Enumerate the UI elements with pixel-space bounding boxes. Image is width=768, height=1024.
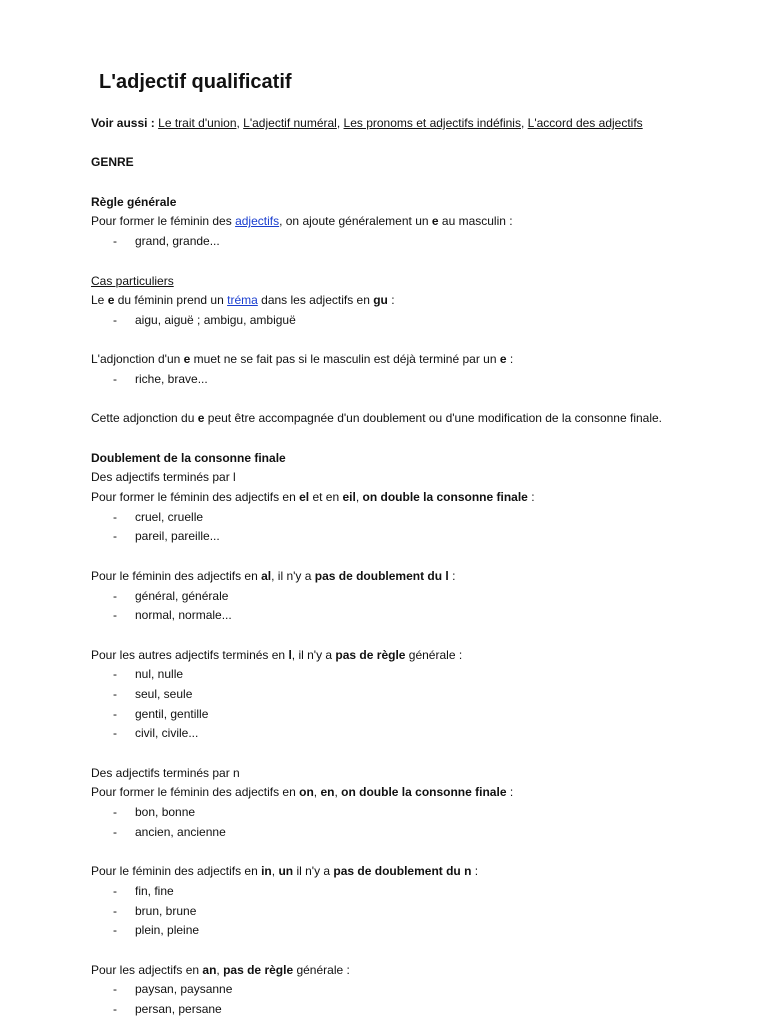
list-item-text: seul, seule: [135, 686, 193, 701]
text-run: ,: [216, 962, 224, 977]
bold-run: pas de doublement du n: [333, 864, 472, 879]
bullet-dash: -: [113, 686, 117, 701]
list-item: [91, 1000, 751, 1020]
text-run: au masculin :: [438, 214, 513, 229]
list-item-text: nul, nulle: [135, 667, 184, 682]
text-run: Pour les adjectifs en: [91, 962, 203, 977]
bold-run: en: [320, 785, 335, 800]
bold-run: pas de doublement du l: [314, 568, 449, 583]
bold-run: al: [261, 568, 272, 583]
text-run: :: [506, 352, 514, 367]
bold-run: e: [183, 352, 191, 367]
list-item: [91, 980, 751, 1000]
bold-run: l: [288, 647, 292, 662]
link-trait-union[interactable]: Le trait d'union: [158, 116, 237, 130]
list-item-text: normal, normale...: [135, 608, 232, 623]
text-run: Pour former le féminin des adjectifs en: [91, 490, 300, 505]
list-item-text: cruel, cruelle: [135, 509, 204, 524]
text-run: ,: [313, 785, 321, 800]
text-run: Pour le féminin des adjectifs en: [91, 864, 262, 879]
list-item-text: brun, brune: [135, 903, 197, 918]
bullet-dash: -: [113, 1001, 117, 1016]
text-run: du féminin prend un: [114, 293, 228, 308]
list-item: [91, 587, 751, 607]
bullet-dash: -: [113, 923, 117, 938]
bold-run: eil: [342, 490, 356, 505]
text-run: L'adjonction d'un: [91, 352, 184, 367]
text-run: :: [387, 293, 395, 308]
bullet-dash: -: [113, 312, 117, 327]
text-run: Pour les autres adjectifs terminés en: [91, 647, 289, 662]
text-run: Pour former le féminin des adjectifs en: [91, 785, 300, 800]
bold-run: pas de règle: [335, 647, 406, 662]
text-run: peut être accompagnée d'un doublement ou d'une modification de la consonne finale.: [204, 411, 663, 426]
list-item-text: général, générale: [135, 588, 229, 603]
bullet-dash: -: [113, 371, 117, 386]
n-paragraph-2: [91, 862, 751, 882]
text-run: générale :: [405, 647, 463, 662]
bullet-dash: -: [113, 529, 117, 544]
list-item-text: pareil, pareille...: [135, 529, 220, 544]
cas-heading: Cas particuliers: [91, 273, 174, 288]
bold-run: e: [431, 214, 439, 229]
bullet-dash: -: [113, 234, 117, 249]
list-item-text: grand, grande...: [135, 234, 220, 249]
list-item: [91, 724, 751, 744]
list-item: [91, 665, 751, 685]
bullet-dash: -: [113, 608, 117, 623]
bullet-dash: -: [113, 903, 117, 918]
bold-run: in: [261, 864, 272, 879]
text-run: Cette adjonction du: [91, 411, 198, 426]
separator: ,: [336, 116, 344, 130]
text-run: :: [448, 568, 456, 583]
list-item-text: civil, civile...: [135, 726, 199, 741]
text-run: générale :: [293, 962, 350, 977]
bold-run: on double la consonne finale: [341, 785, 507, 800]
separator: ,: [520, 116, 528, 130]
bold-run: on: [299, 785, 314, 800]
bold-run: e: [197, 411, 205, 426]
bold-run: un: [278, 864, 294, 879]
list-item: [91, 705, 751, 725]
list-item: [91, 921, 751, 941]
text-run: et en: [309, 490, 343, 505]
list-item: [91, 902, 751, 922]
l-paragraph-2: [91, 567, 751, 587]
bold-run: e: [499, 352, 507, 367]
bullet-dash: -: [113, 805, 117, 820]
bold-run: gu: [373, 293, 388, 308]
link-pronoms-adjectifs-indefinis[interactable]: Les pronoms et adjectifs indéfinis: [343, 116, 521, 130]
bold-run: e: [107, 293, 115, 308]
separator: ,: [236, 116, 244, 130]
cas-paragraph-1: [91, 291, 751, 311]
n-intro: Des adjectifs terminés par n: [91, 765, 240, 780]
bold-run: on double la consonne finale: [362, 490, 528, 505]
bullet-dash: -: [113, 706, 117, 721]
regle-paragraph: [91, 212, 751, 232]
bullet-dash: -: [113, 824, 117, 839]
see-also-line: [91, 114, 751, 134]
text-run: dans les adjectifs en: [257, 293, 374, 308]
text-run: il n'y a: [293, 864, 334, 879]
link-accord-adjectifs[interactable]: L'accord des adjectifs: [527, 116, 643, 130]
bullet-dash: -: [113, 726, 117, 741]
list-item-text: paysan, paysanne: [135, 982, 233, 997]
text-run: ,: [355, 490, 363, 505]
link-adjectif-numeral[interactable]: L'adjectif numéral: [243, 116, 337, 130]
text-run: :: [471, 864, 479, 879]
link-adjectifs[interactable]: adjectifs: [235, 214, 280, 229]
text-run: Pour le féminin des adjectifs en: [91, 568, 262, 583]
list-item-text: persan, persane: [135, 1001, 222, 1016]
text-run: Le: [91, 293, 108, 308]
text-run: :: [527, 490, 535, 505]
list-item: [91, 685, 751, 705]
page-title: L'adjectif qualificatif: [99, 71, 292, 93]
list-item: [91, 508, 751, 528]
document-body: [91, 114, 751, 1020]
text-run: , il n'y a: [291, 647, 336, 662]
bold-run: an: [202, 962, 217, 977]
n-paragraph-1: [91, 783, 751, 803]
list-item-text: gentil, gentille: [135, 706, 209, 721]
l-paragraph-1: [91, 488, 751, 508]
l-intro: Des adjectifs terminés par l: [91, 470, 236, 485]
text-run: ,: [334, 785, 342, 800]
list-item: [91, 370, 751, 390]
list-item: [91, 823, 751, 843]
text-run: , on ajoute généralement un: [279, 214, 432, 229]
cas-paragraph-3: [91, 409, 751, 429]
n-paragraph-3: [91, 961, 751, 981]
list-item-text: aigu, aiguë ; ambigu, ambiguë: [135, 312, 296, 327]
list-item-text: riche, brave...: [135, 371, 208, 386]
list-item: [91, 803, 751, 823]
bullet-dash: -: [113, 667, 117, 682]
bullet-dash: -: [113, 982, 117, 997]
bullet-dash: -: [113, 509, 117, 524]
list-item: [91, 527, 751, 547]
list-item-text: bon, bonne: [135, 805, 196, 820]
list-item-text: plein, pleine: [135, 923, 200, 938]
cas-paragraph-2: [91, 350, 751, 370]
bullet-dash: -: [113, 883, 117, 898]
l-paragraph-3: [91, 646, 751, 666]
regle-heading: Règle générale: [91, 194, 177, 209]
list-item: [91, 606, 751, 626]
doublement-heading: Doublement de la consonne finale: [91, 450, 286, 465]
text-run: Pour former le féminin des: [91, 214, 236, 229]
bold-run: el: [299, 490, 310, 505]
list-item: [91, 882, 751, 902]
list-item: [91, 311, 751, 331]
text-run: :: [506, 785, 514, 800]
text-run: ,: [271, 864, 279, 879]
bold-run: pas de règle: [223, 962, 294, 977]
text-run: muet ne se fait pas si le masculin est déjà terminé par un: [190, 352, 500, 367]
link-trema[interactable]: tréma: [227, 293, 258, 308]
text-run: , il n'y a: [271, 568, 315, 583]
list-item: [91, 232, 751, 252]
genre-heading: GENRE: [91, 155, 134, 170]
see-also-label: Voir aussi :: [91, 116, 155, 130]
bullet-dash: -: [113, 588, 117, 603]
list-item-text: fin, fine: [135, 883, 174, 898]
list-item-text: ancien, ancienne: [135, 824, 226, 839]
